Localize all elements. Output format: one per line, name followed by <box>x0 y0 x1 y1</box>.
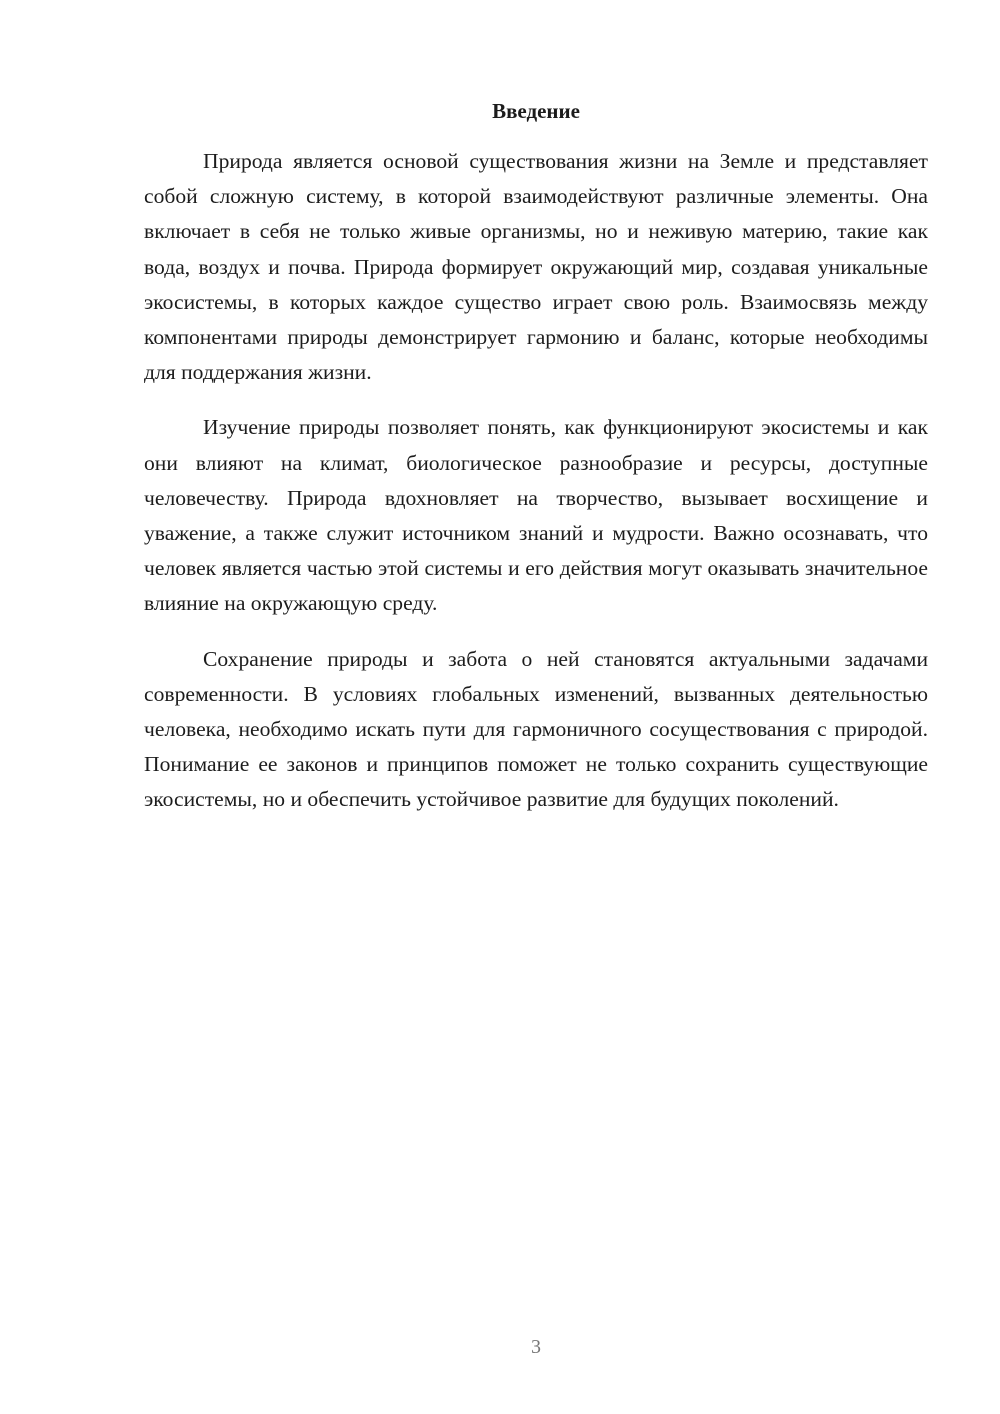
paragraph-3: Сохранение природы и забота о ней становятся актуальными задачами современности. В условиях глобальных изменений, вызванных деятельностью человека, необходимо искать пути для гармоничного сосуществования с природой. Понимание ее законов и принципов поможет не только сохранить существующие экосистемы, но и обеспечить устойчивое развитие для будущих поколений. <box>144 646 928 812</box>
paragraph-2: Изучение природы позволяет понять, как функционируют экосистемы и как они влияют на климат, биологическое разнообразие и ресурсы, доступные человечеству. Природа вдохновляет на творчество, вызывает восхищение и уважение, а также служит источником знаний и мудрости. Важно осознавать, что человек является частью этой системы и его действия могут оказывать значительное влияние на окружающую среду. <box>144 415 928 616</box>
body-text <box>144 144 928 818</box>
section-title: Введение <box>492 99 580 123</box>
page-number: 3 <box>531 1336 541 1358</box>
paragraph-1: Природа является основой существования жизни на Земле и представляет собой сложную систему, в которой взаимодействуют различные элементы. Она включает в себя не только живые организмы, но и неживую материю, такие как вода, воздух и почва. Природа формирует окружающий мир, создавая уникальные экосистемы, в которых каждое существо играет свою роль. Взаимосвязь между компонентами природы демонстрирует гармонию и баланс, которые необходимы для поддержания жизни. <box>144 149 928 385</box>
